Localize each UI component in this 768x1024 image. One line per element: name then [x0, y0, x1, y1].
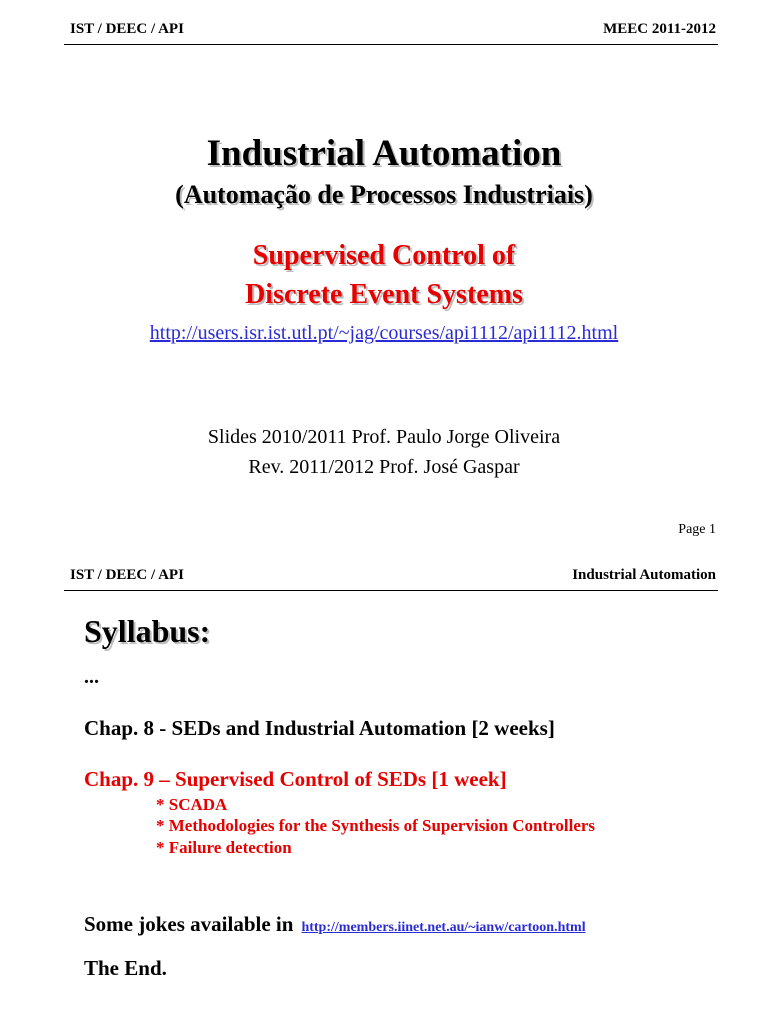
- topic-line-1: Supervised Control of: [252, 240, 516, 271]
- chapter-9: Chap. 9 – Supervised Control of SEDs [1 week]: [84, 767, 507, 791]
- syllabus-heading: Syllabus:: [84, 613, 211, 649]
- header-left: IST / DEEC / API: [70, 567, 184, 583]
- chapter-9-item: * Failure detection: [156, 838, 292, 857]
- credits-line-2: Rev. 2011/2012 Prof. José Gaspar: [248, 456, 520, 478]
- header-right: MEEC 2011-2012: [603, 21, 716, 37]
- header-divider: [64, 44, 718, 45]
- header-left: IST / DEEC / API: [70, 21, 184, 37]
- page-title: Industrial Automation: [206, 133, 562, 174]
- chapter-9-item: * Methodologies for the Synthesis of Supervision Controllers: [156, 816, 596, 835]
- course-url-link[interactable]: http://users.isr.ist.utl.pt/~jag/courses/api1112/api1112.html: [149, 322, 619, 344]
- page-subtitle: (Automação de Processos Industriais): [175, 180, 593, 209]
- jokes-text: Some jokes available in: [84, 912, 294, 936]
- syllabus-ellipsis: ...: [84, 666, 99, 688]
- header-right: Industrial Automation: [572, 567, 716, 583]
- chapter-9-item: * SCADA: [156, 795, 228, 814]
- header-divider: [64, 590, 718, 591]
- jokes-url-link[interactable]: http://members.iinet.net.au/~ianw/cartoon.html: [301, 920, 586, 935]
- chapter-8: Chap. 8 - SEDs and Industrial Automation [2 weeks]: [84, 716, 555, 740]
- topic-line-2: Discrete Event Systems: [245, 279, 523, 310]
- credits-line-1: Slides 2010/2011 Prof. Paulo Jorge Oliveira: [207, 426, 561, 448]
- page-number: Page 1: [678, 522, 716, 537]
- the-end: The End.: [84, 956, 167, 980]
- jokes-line: [84, 912, 586, 937]
